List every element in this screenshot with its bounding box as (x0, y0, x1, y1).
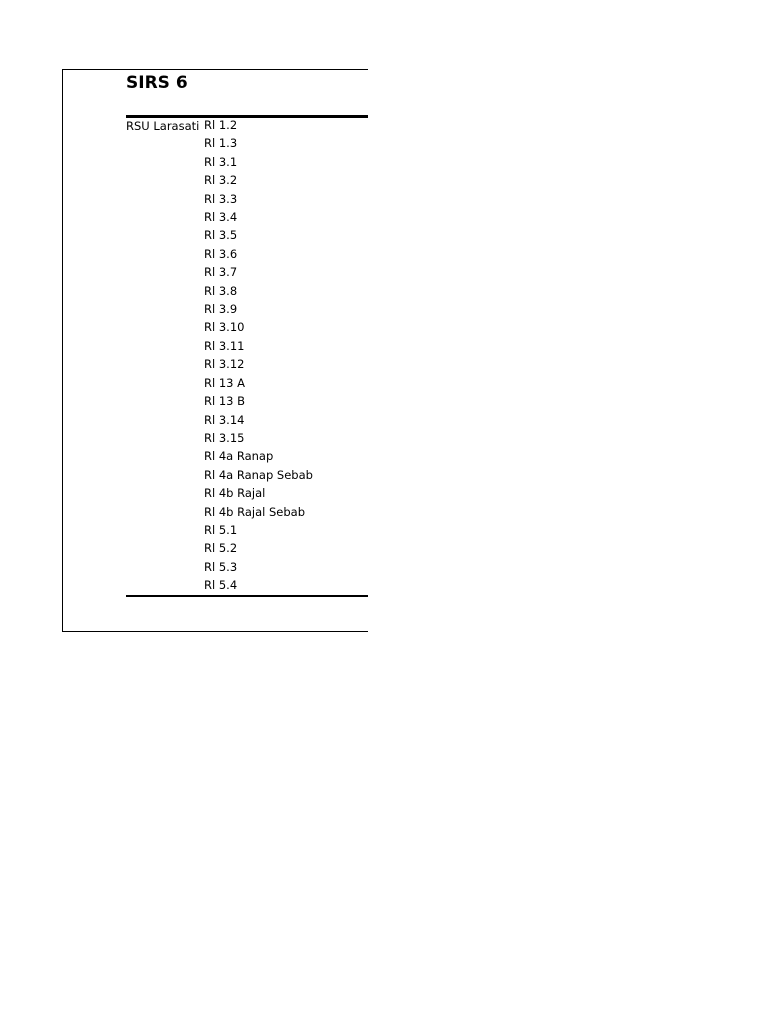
report-item: Rl 4b Rajal (204, 486, 266, 501)
report-item: Rl 3.7 (204, 265, 238, 280)
report-item: Rl 3.8 (204, 283, 238, 298)
report-item: Rl 4a Ranap (204, 449, 274, 464)
report-item: Rl 3.10 (204, 320, 245, 335)
report-item: Rl 3.1 (204, 154, 238, 169)
footer-divider (126, 595, 368, 597)
page-title: SIRS 6 (126, 73, 188, 93)
report-item: Rl 5.1 (204, 522, 238, 537)
report-item: Rl 13 A (204, 375, 245, 390)
report-item: Rl 4a Ranap Sebab (204, 467, 313, 482)
report-item: Rl 4b Rajal Sebab (204, 504, 306, 519)
hospital-name: RSU Larasati (126, 119, 200, 133)
report-item: Rl 5.4 (204, 578, 238, 593)
report-list (204, 116, 313, 595)
report-item: Rl 13 B (204, 394, 246, 409)
report-item: Rl 3.12 (204, 357, 245, 372)
report-item: Rl 3.2 (204, 173, 238, 188)
report-item: Rl 3.9 (204, 302, 238, 317)
report-item: Rl 3.14 (204, 412, 245, 427)
report-item: Rl 5.3 (204, 559, 238, 574)
report-item: Rl 3.4 (204, 210, 238, 225)
report-item: Rl 1.3 (204, 136, 238, 151)
report-item: Rl 5.2 (204, 541, 238, 556)
report-item: Rl 3.15 (204, 430, 245, 445)
report-item: Rl 3.3 (204, 191, 238, 206)
report-item: Rl 3.6 (204, 246, 238, 261)
report-item: Rl 1.2 (204, 118, 238, 132)
report-item: Rl 3.5 (204, 228, 238, 243)
report-item: Rl 3.11 (204, 338, 245, 353)
